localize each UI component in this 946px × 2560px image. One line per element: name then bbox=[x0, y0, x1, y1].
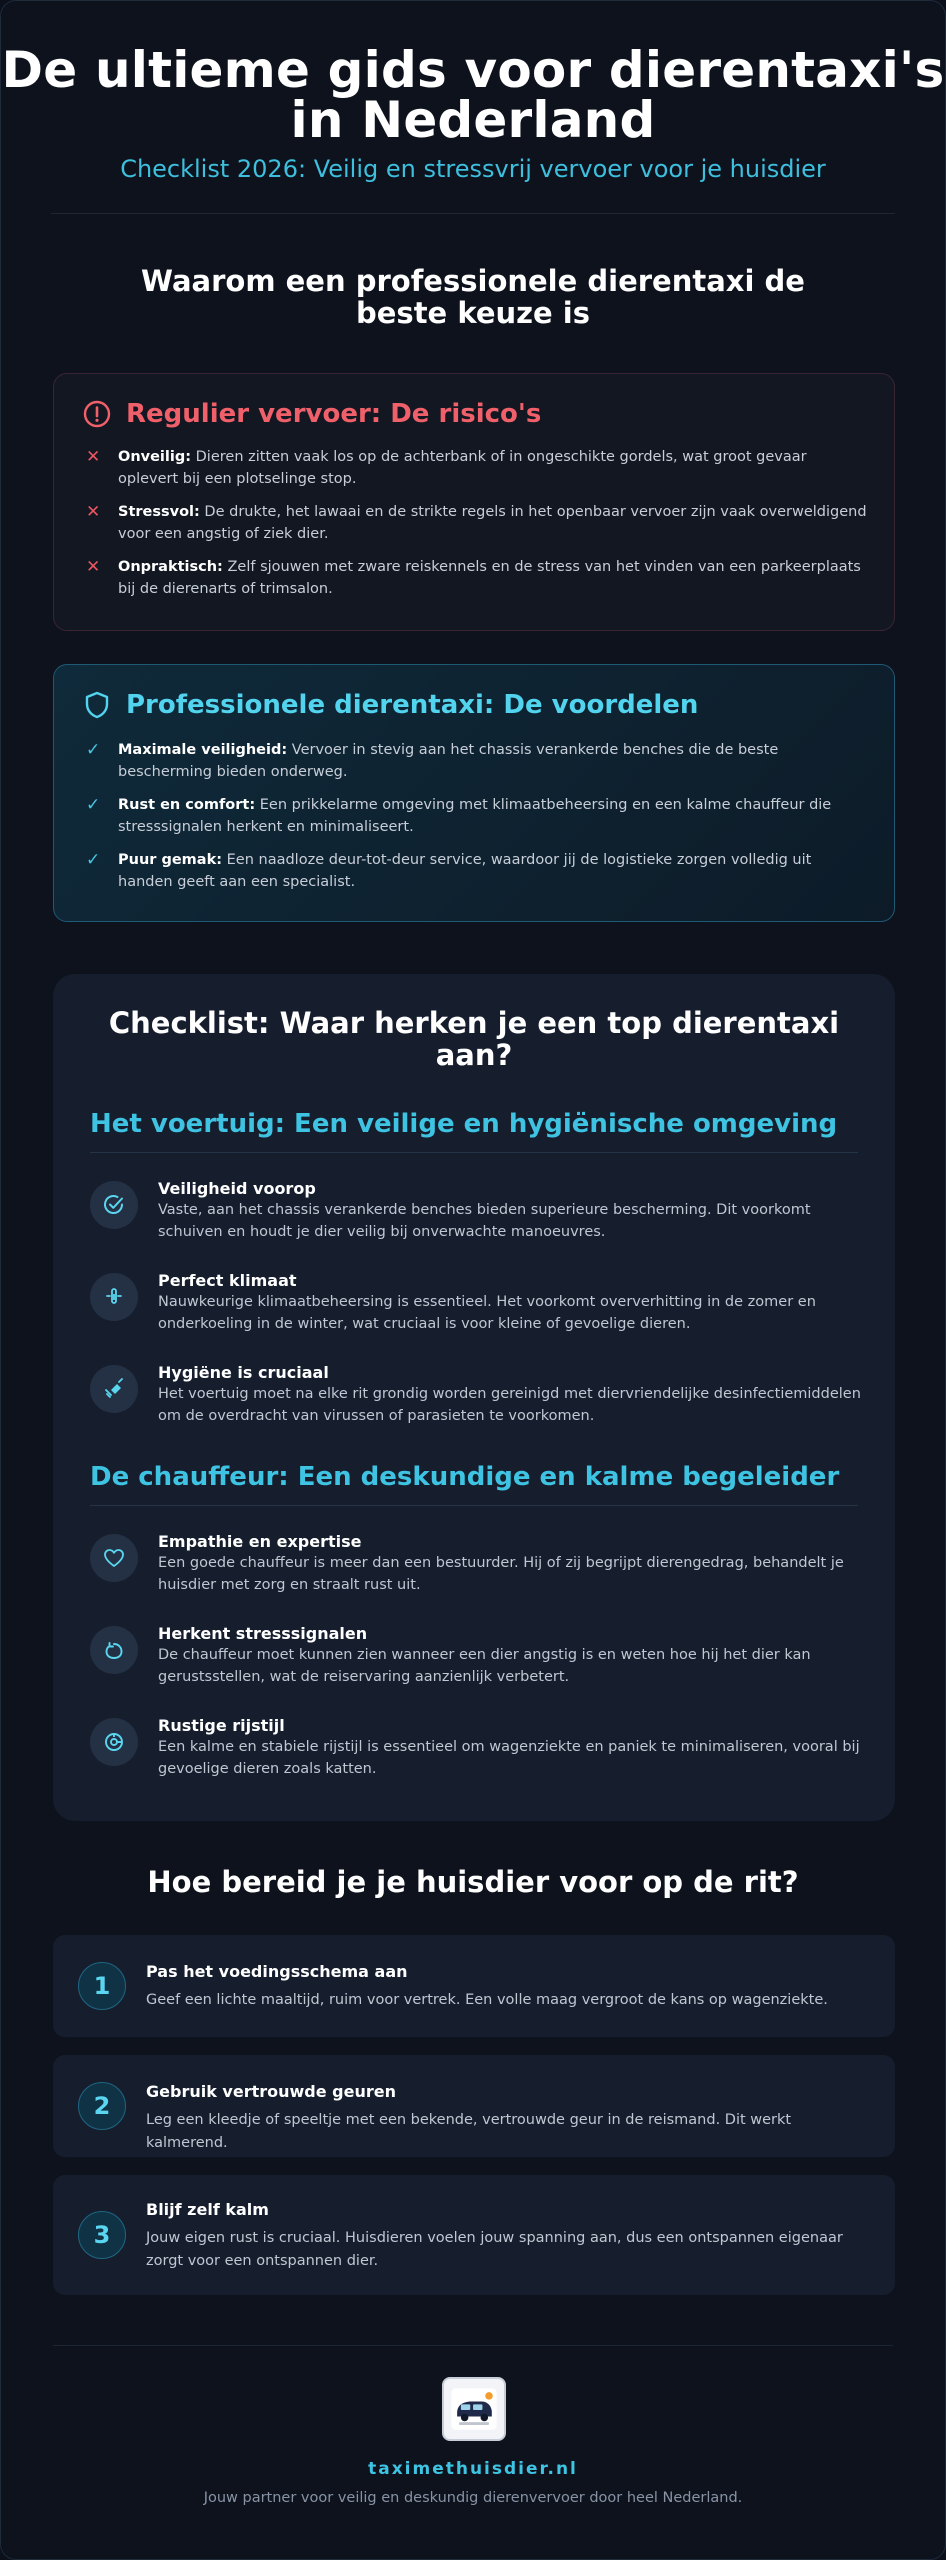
benefit-point-text: Vervoer in stevig aan het chassis verankerde benches die de beste bescherming bieden onderweg. bbox=[118, 742, 779, 780]
step-number-badge: 1 bbox=[78, 1962, 126, 2010]
step-text: Geef een lichte maaltijd, ruim voor vertrek. Een volle maag vergroot de kans op wagenziekte. bbox=[146, 1992, 828, 2008]
step-title: Blijf zelf kalm bbox=[146, 2200, 269, 2219]
prep-step bbox=[53, 2175, 895, 2295]
step-text: Leg een kleedje of speeltje met een bekende, vertrouwde geur in de reismand. Dit werkt kalmerend. bbox=[146, 2112, 792, 2151]
benefit-card-title: Professionele dierentaxi: De voordelen bbox=[126, 690, 699, 720]
page-subtitle: Checklist 2026: Veilig en stressvrij vervoer voor je huisdier bbox=[120, 155, 826, 183]
checklist-item-text: Een kalme en stabiele rijstijl is essentieel om wagenziekte en paniek te minimaliseren, vooral bij gevoelige dieren zoals katten. bbox=[158, 1739, 860, 1777]
benefit-point bbox=[86, 794, 870, 838]
taxi-logo-icon bbox=[442, 2377, 506, 2441]
heart-icon bbox=[90, 1534, 138, 1582]
benefit-point-label: Maximale veiligheid: bbox=[118, 742, 288, 758]
hero-divider bbox=[51, 213, 895, 214]
prep-step bbox=[53, 2055, 895, 2157]
check-mark-icon: ✓ bbox=[86, 795, 101, 815]
risk-point-text: De drukte, het lawaai en de strikte regels in het openbaar vervoer zijn vaak overweldigend voor een angstig of ziek dier. bbox=[118, 504, 867, 542]
hero bbox=[1, 1, 945, 214]
checklist-title: Checklist: Waar herken je een top dierentaxi aan? bbox=[108, 1006, 840, 1072]
check-mark-icon: ✓ bbox=[86, 740, 101, 760]
vehicle-heading-divider bbox=[90, 1152, 858, 1153]
paw-icon bbox=[90, 1626, 138, 1674]
footer-divider bbox=[53, 2345, 893, 2346]
step-title: Pas het voedingsschema aan bbox=[146, 1962, 408, 1981]
risk-point bbox=[86, 446, 870, 490]
vehicle-heading: Het voertuig: Een veilige en hygiënische omgeving bbox=[90, 1109, 838, 1139]
driver-heading-divider bbox=[90, 1505, 858, 1506]
checklist-item-text: Het voertuig moet na elke rit grondig worden gereinigd met diervriendelijke desinfectiemiddelen om de overdracht van virussen of parasieten te voorkomen. bbox=[158, 1386, 861, 1424]
thermometer-icon bbox=[90, 1273, 138, 1321]
risk-point-label: Stressvol: bbox=[118, 504, 200, 520]
x-mark-icon: ✕ bbox=[86, 502, 101, 522]
why-section-title: Waarom een professionele dierentaxi de beste keuze is bbox=[141, 264, 805, 330]
risk-points bbox=[86, 446, 870, 611]
risk-point-label: Onveilig: bbox=[118, 449, 192, 465]
x-mark-icon: ✕ bbox=[86, 447, 101, 467]
check-mark-icon: ✓ bbox=[86, 850, 101, 870]
shield-icon bbox=[82, 690, 112, 720]
risk-point bbox=[86, 501, 870, 545]
risk-point-text: Dieren zitten vaak los op de achterbank of in ongeschikte gordels, wat groot gevaar oplevert bij een plotselinge stop. bbox=[118, 449, 807, 487]
step-title: Gebruik vertrouwde geuren bbox=[146, 2082, 396, 2101]
checklist-item bbox=[90, 1532, 861, 1596]
checklist-item-title: Herkent stresssignalen bbox=[158, 1624, 368, 1643]
page-title: De ultieme gids voor dierentaxi's in Nederland bbox=[1, 41, 945, 149]
prep-section-title: Hoe bereid je je huisdier voor op de rit? bbox=[147, 1865, 799, 1899]
checklist-item bbox=[90, 1624, 861, 1688]
checklist-item bbox=[90, 1271, 861, 1335]
x-mark-icon: ✕ bbox=[86, 557, 101, 577]
step-number-badge: 2 bbox=[78, 2082, 126, 2130]
risk-card-header bbox=[82, 399, 541, 429]
prep-step bbox=[53, 1935, 895, 2037]
checklist-card bbox=[53, 974, 895, 1821]
benefit-card bbox=[53, 664, 895, 922]
checklist-item-title: Perfect klimaat bbox=[158, 1271, 297, 1290]
risk-point-text: Zelf sjouwen met zware reiskennels en de stress van het vinden van een parkeerplaats bij de dierenarts of trimsalon. bbox=[118, 559, 861, 597]
benefit-point-label: Puur gemak: bbox=[118, 852, 223, 868]
benefit-point bbox=[86, 739, 870, 783]
driver-heading: De chauffeur: Een deskundige en kalme begeleider bbox=[90, 1462, 840, 1492]
benefit-point-text: Een prikkelarme omgeving met klimaatbeheersing en een kalme chauffeur die stresssignalen herkent en minimaliseert. bbox=[118, 797, 832, 835]
alert-circle-icon bbox=[82, 399, 112, 429]
risk-card-title: Regulier vervoer: De risico's bbox=[126, 399, 542, 429]
checklist-item-text: Een goede chauffeur is meer dan een bestuurder. Hij of zij begrijpt dierengedrag, behandelt je huisdier met zorg en straalt rust uit. bbox=[158, 1555, 844, 1593]
checklist-item bbox=[90, 1179, 861, 1243]
risk-point bbox=[86, 556, 870, 600]
risk-point-label: Onpraktisch: bbox=[118, 559, 223, 575]
step-number-badge: 3 bbox=[78, 2211, 126, 2259]
checklist-item bbox=[90, 1716, 861, 1780]
checklist-item-title: Veiligheid voorop bbox=[158, 1179, 316, 1198]
checklist-item-text: De chauffeur moet kunnen zien wanneer een dier angstig is en weten hoe hij het dier kan gerustsstellen, wat de reiservaring aanzienlijk verbetert. bbox=[158, 1647, 811, 1685]
footer-domain: taximethuisdier.nl bbox=[368, 2459, 578, 2479]
steering-wheel-icon bbox=[90, 1718, 138, 1766]
benefit-point-label: Rust en comfort: bbox=[118, 797, 256, 813]
benefit-point bbox=[86, 849, 870, 893]
step-text: Jouw eigen rust is cruciaal. Huisdieren voelen jouw spanning aan, dus een ontspannen eigenaar zorgt voor een ontspannen dier. bbox=[146, 2230, 843, 2269]
footer-tagline: Jouw partner voor veilig en deskundig dierenvervoer door heel Nederland. bbox=[203, 2490, 743, 2506]
spray-icon bbox=[90, 1365, 138, 1413]
checklist-item-text: Nauwkeurige klimaatbeheersing is essentieel. Het voorkomt oververhitting in de zomer en onderkoeling in de winter, wat cruciaal is voor kleine of gevoelige dieren. bbox=[158, 1294, 816, 1332]
checklist-item bbox=[90, 1363, 861, 1427]
benefit-point-text: Een naadloze deur-tot-deur service, waardoor jij de logistieke zorgen volledig uit handen geeft aan een specialist. bbox=[118, 852, 812, 890]
checklist-item-title: Empathie en expertise bbox=[158, 1532, 362, 1551]
checklist-item-title: Hygiëne is cruciaal bbox=[158, 1363, 329, 1382]
benefit-card-header bbox=[82, 690, 698, 720]
checklist-item-text: Vaste, aan het chassis verankerde benches bieden superieure bescherming. Dit voorkomt schuiven en houdt je dier veilig bij onverwachte manoeuvres. bbox=[158, 1202, 811, 1240]
checklist-item-title: Rustige rijstijl bbox=[158, 1716, 285, 1735]
benefit-points bbox=[86, 739, 870, 904]
check-circle-icon bbox=[90, 1181, 138, 1229]
risk-card bbox=[53, 373, 895, 631]
